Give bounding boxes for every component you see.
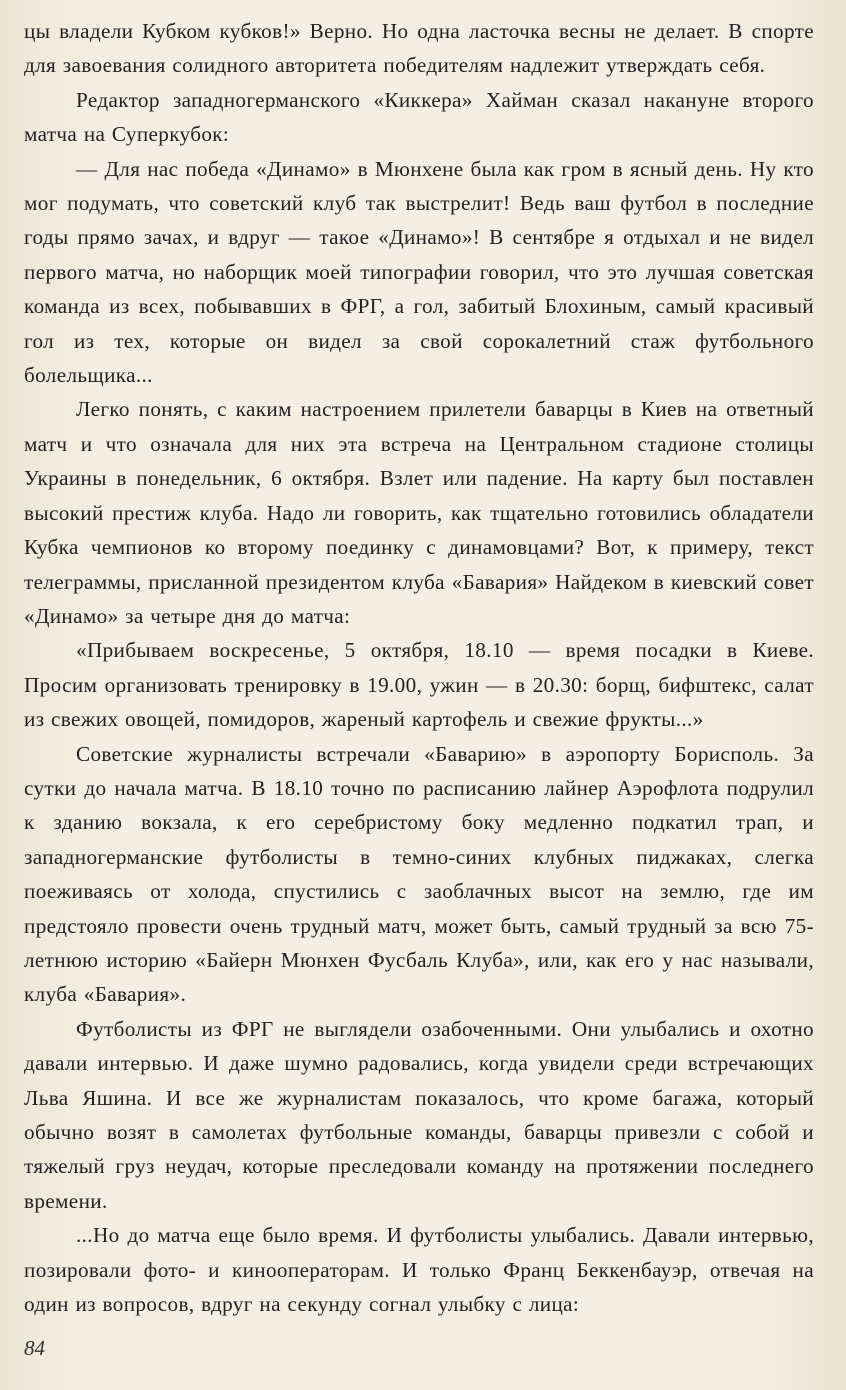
paragraph-beckenbauer: ...Но до матча еще было время. И футболисты улыбались. Давали интервью, позировали фото- и кинооператорам. И только Франц Беккенбауэр, отвечая на один из вопросов, вдруг на секунду согнал улыбку с лица: — [24, 1223, 814, 1317]
page-text — [24, 14, 814, 1321]
paragraph-editor-speech: — Для нас победа «Динамо» в Мюнхене была как гром в ясный день. Ну кто мог подумать, что советский клуб так выстрелит! Ведь ваш футбол в последние годы прямо зачах, и вдруг — такое «Динамо»! В сентябре я отдыхал и не видел первого матча, но наборщик моей типографии говорил, что это лучшая советская команда из всех, побывавших в ФРГ, а гол, забитый Блохиным, самый красивый гол из тех, которые он видел за свой сорокалетний стаж футбольного болельщика... — [24, 156, 814, 388]
paragraph-airport: Советские журналисты встречали «Баварию» в аэропорту Борисполь. За сутки до начала матча. В 18.10 точно по расписанию лайнер Аэрофлота подрулил к зданию вокзала, к его серебристому боку медленно подкатил трап, и западногерманские футболисты в темно-синих клубных пиджаках, слегка поеживаясь от холода, спустились с заоблачных высот на землю, где им предстояло провести очень трудный матч, может быть, самый трудный за всю 75-летнюю историю «Байерн Мюнхен Фусбаль Клуба», или, как его у нас называли, клуба «Бавария». — [24, 741, 814, 1007]
paragraph-continuation: цы владели Кубком кубков!» Верно. Но одна ласточка весны не делает. В спорте для завоевания солидного авторитета победителям надлежит утверждать себя. — [24, 19, 814, 78]
paragraph-players-smiling: Футболисты из ФРГ не выглядели озабоченными. Они улыбались и охотно давали интервью. И даже шумно радовались, когда увидели среди встречающих Льва Яшина. И все же журналистам показалось, что кроме багажа, который обычно возят в самолетах футбольные команды, баварцы привезли с собой и тяжелый груз неудач, которые преследовали команду на протяжении последнего времени. — [24, 1016, 814, 1213]
paragraph-bavarians-arrival: Легко понять, с каким настроением прилетели баварцы в Киев на ответный матч и что означала для них эта встреча на Центральном стадионе столицы Украины в понедельник, 6 октября. Взлет или падение. На карту был поставлен высокий престиж клуба. Надо ли говорить, как тщательно готовились обладатели Кубка чемпионов ко второму поединку с динамовцами? Вот, к примеру, текст телеграммы, присланной президентом клуба «Бавария» Найдеком в киевский совет «Динамо» за четыре дня до матча: — [24, 397, 814, 628]
paragraph-editor-quote-intro: Редактор западногерманского «Киккера» Хайман сказал накануне второго матча на Суперкубок: — [24, 87, 814, 147]
page-number: 84 — [24, 1336, 45, 1360]
paragraph-telegram: «Прибываем воскресенье, 5 октября, 18.10 — время посадки в Киеве. Просим организовать тренировку в 19.00, ужин — в 20.30: борщ, бифштекс, салат из свежих овощей, помидоров, жареный картофель и свежие фрукты...» — [24, 638, 814, 732]
